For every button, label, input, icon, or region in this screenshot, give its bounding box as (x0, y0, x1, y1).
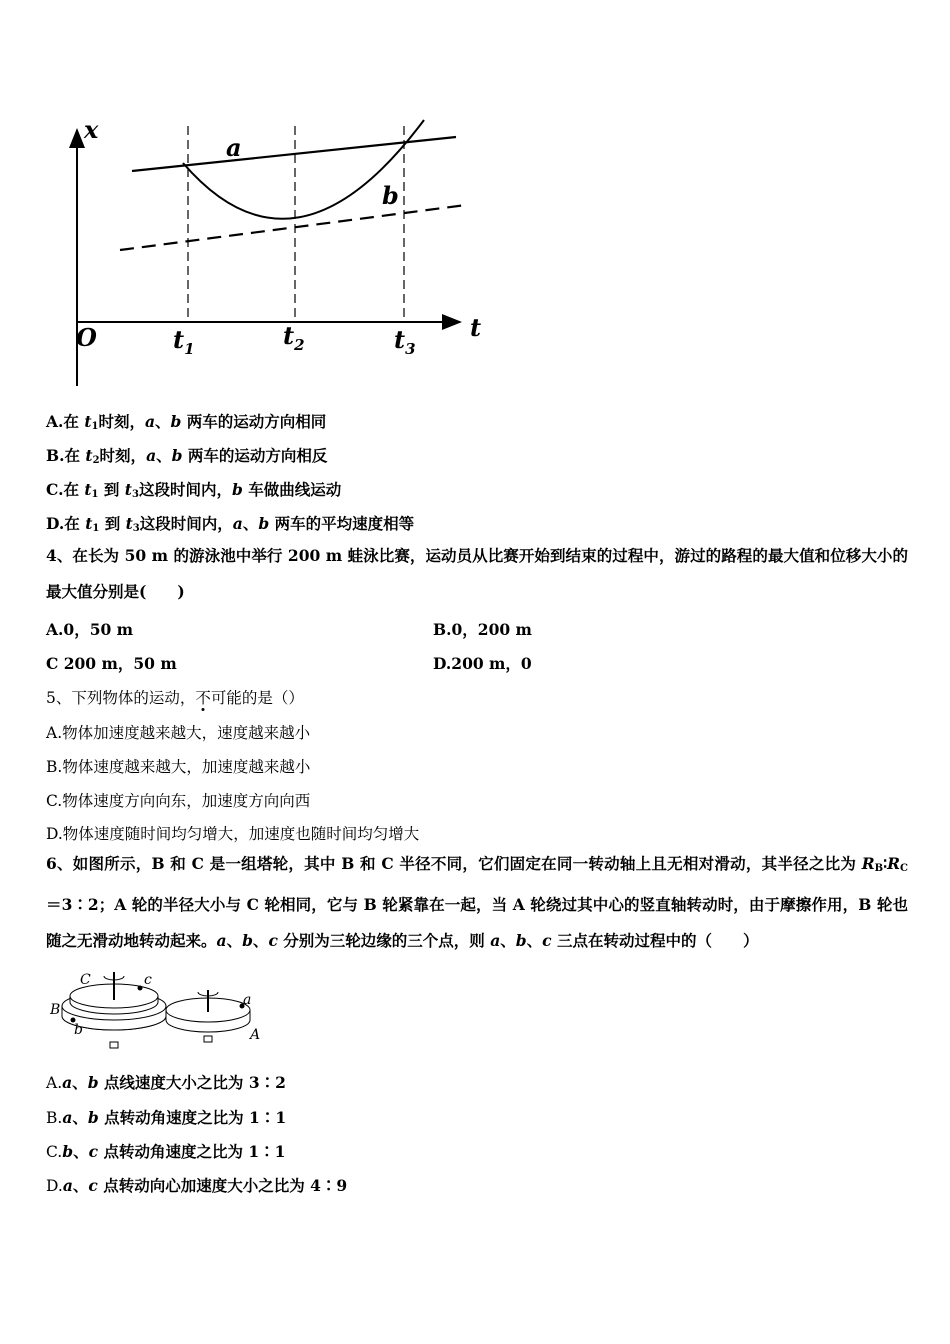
t1-label: $t_1$ (173, 325, 195, 358)
q3-option-c: C.在 $t_1$ 到 $t_3$这段时间内，b 车做曲线运动 (46, 480, 342, 500)
q6-stem: 6、如图所示，B 和 C 是一组塔轮，其中 B 和 C 半径不同，它们固定在同一转动轴上且无相对滑动，其半径之比为 $R_B∶R_C=3∶2$；A 轮的半径大小与 C 轮相同，它与 B 轮紧靠在一起，当 A 轮绕过其中心的竖直轴转动时，由于摩擦作用，B 轮也随之无滑动地转动起来。a、b、c 分别为三轮边缘的三个点，则 a、b、c 三点在转动过程中的（ ） (46, 854, 908, 950)
label-A: A (250, 1027, 261, 1043)
q5-option-b: B.物体速度越来越大，加速度越来越小 (46, 758, 311, 776)
q5-stem: 5、下列物体的运动，不可能的是（） (46, 689, 304, 707)
q4-stem: 4、在长为 50 m 的游泳池中举行 200 m 蛙泳比赛，运动员从比赛开始到结束的过程中，游过的路程的最大值和位移大小的最大值分别是( ) (46, 546, 908, 601)
line-a-label: a (226, 133, 242, 162)
q5-option-d: D.物体速度随时间均匀增大，加速度也随时间均匀增大 (46, 825, 420, 843)
t2-label: $t_2$ (283, 321, 305, 354)
label-a: a (243, 992, 252, 1008)
q4-option-c: C 200 m，50 m (46, 654, 177, 673)
q6-option-a: A.a、b 点线速度大小之比为 3∶2 (46, 1073, 286, 1092)
q6-option-c: C.b、c 点转动角速度之比为 1∶1 (46, 1142, 286, 1161)
q5-option-a: A.物体加速度越来越大，速度越来越小 (46, 724, 311, 742)
q3-option-a: A.在 $t_1$时刻，a、b 两车的运动方向相同 (46, 412, 327, 432)
q3-option-d: D.在 $t_1$ 到 $t_3$这段时间内，a、b 两车的平均速度相等 (46, 514, 415, 534)
label-B: B (50, 1002, 61, 1018)
label-C: C (80, 972, 91, 988)
dashed-tangent-line (120, 205, 466, 250)
q4-option-a: A.0，50 m (46, 620, 134, 639)
curve-b-label: b (382, 181, 399, 210)
xt-graph (40, 118, 540, 388)
q6-option-b: B.a、b 点转动角速度之比为 1∶1 (46, 1108, 287, 1127)
t3-label: $t_3$ (394, 325, 416, 358)
label-c: c (144, 972, 152, 988)
q5-option-c: C.物体速度方向向东，加速度方向向西 (46, 792, 311, 810)
wheels-figure (46, 962, 276, 1052)
origin-label: O (76, 323, 97, 352)
q6-option-d: D.a、c 点转动向心加速度大小之比为 4∶9 (46, 1176, 348, 1195)
q4-option-b: B.0，200 m (433, 620, 532, 639)
x-axis-label: x (84, 118, 99, 144)
q3-option-b: B.在 $t_2$时刻，a、b 两车的运动方向相反 (46, 446, 328, 466)
q4-option-d: D.200 m，0 (433, 654, 532, 673)
t-axis-label: t (470, 313, 482, 342)
emphasis-mark: 不 (195, 689, 211, 707)
label-b: b (74, 1022, 83, 1038)
